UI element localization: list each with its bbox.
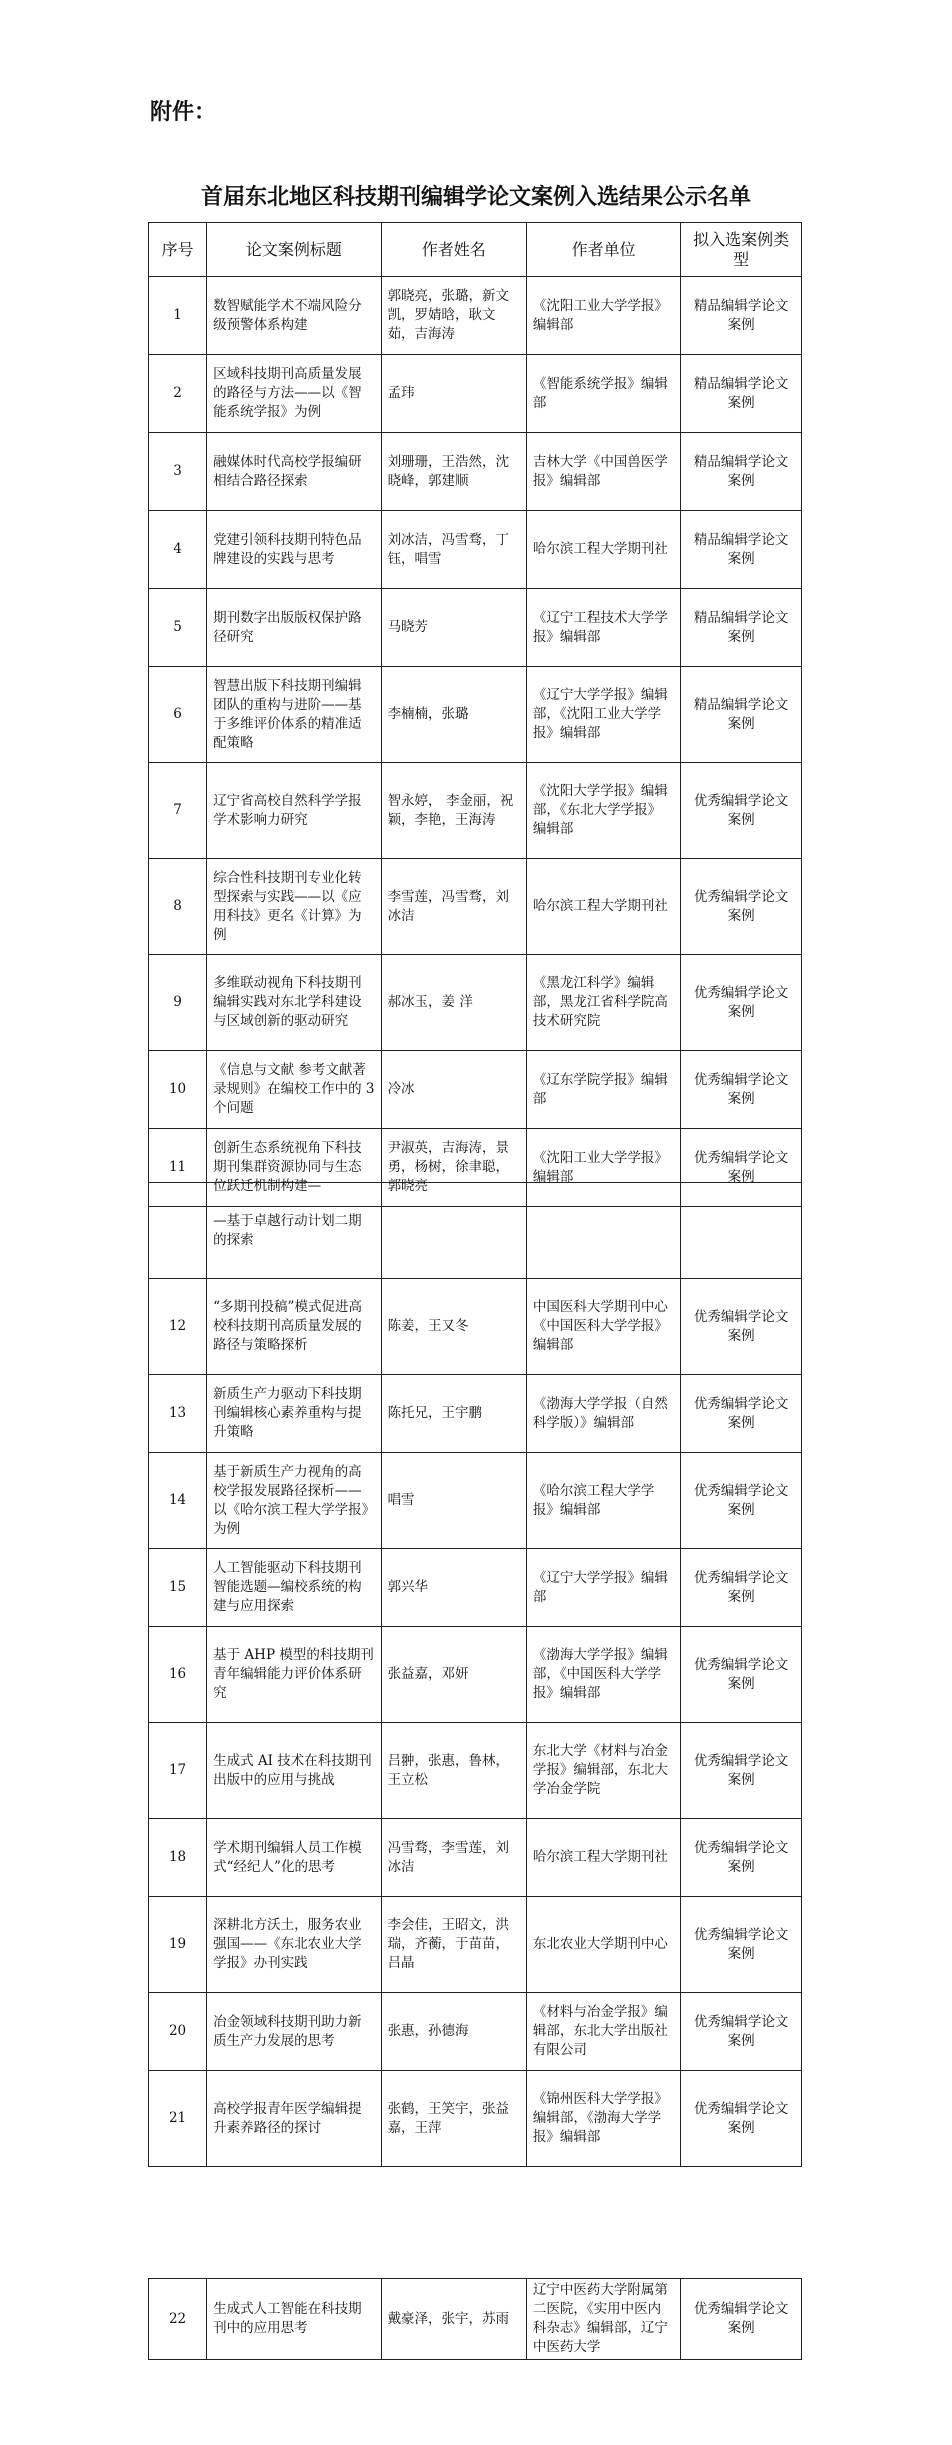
- row-title: 基于 AHP 模型的科技期刊青年编辑能力评价体系研究: [207, 1627, 381, 1723]
- row-authors: 吕翀，张惠，鲁林，王立松: [381, 1723, 526, 1819]
- row-authors: 李会佳，王昭文，洪瑞，齐蘅，于苗苗，吕晶: [381, 1897, 526, 1993]
- row-unit: 《智能系统学报》编辑部: [526, 355, 680, 433]
- table-row: [149, 1453, 802, 1549]
- row-type: 优秀编辑学论文案例: [681, 1453, 802, 1549]
- row-type: 优秀编辑学论文案例: [681, 1549, 802, 1627]
- row-title: 多维联动视角下科技期刊编辑实践对东北学科建设与区域创新的驱动研究: [207, 955, 381, 1051]
- row-type: 精品编辑学论文案例: [681, 589, 802, 667]
- row-no: 1: [149, 277, 207, 355]
- row-title: 辽宁省高校自然科学学报学术影响力研究: [207, 763, 381, 859]
- row-no: 10: [149, 1051, 207, 1129]
- header-type: 拟入选案例类型: [681, 223, 802, 277]
- header-no: 序号: [149, 223, 207, 277]
- row-authors: 刘珊珊，王浩然，沈晓峰，郭建顺: [381, 433, 526, 511]
- row-unit: [526, 1183, 680, 1279]
- row-authors: 刘冰洁，冯雪骛，丁钰，唱雪: [381, 511, 526, 589]
- row-type: 优秀编辑学论文案例: [681, 1627, 802, 1723]
- row-no: 18: [149, 1819, 207, 1897]
- row-unit: 《沈阳大学学报》编辑部，《东北大学学报》编辑部: [526, 763, 680, 859]
- row-type: 精品编辑学论文案例: [681, 433, 802, 511]
- row-unit: 哈尔滨工程大学期刊社: [526, 1819, 680, 1897]
- row-title: 冶金领域科技期刊助力新质生产力发展的思考: [207, 1993, 381, 2071]
- row-type: 优秀编辑学论文案例: [681, 859, 802, 955]
- row-type: 优秀编辑学论文案例: [681, 1819, 802, 1897]
- row-title: 数智赋能学术不端风险分级预警体系构建: [207, 277, 381, 355]
- row-no: 5: [149, 589, 207, 667]
- row-authors: 戴豪泽，张宇，苏雨: [381, 2279, 526, 2360]
- row-authors: 尹淑英，吉海涛，景勇，杨树，徐聿聪，郭晓亮: [381, 1129, 526, 1207]
- table-row: [149, 1375, 802, 1453]
- row-no: 4: [149, 511, 207, 589]
- row-no: 12: [149, 1279, 207, 1375]
- row-no: 13: [149, 1375, 207, 1453]
- row-authors: 陈姜，王又冬: [381, 1279, 526, 1375]
- table-row: [149, 667, 802, 763]
- row-authors: 张益嘉，邓妍: [381, 1627, 526, 1723]
- header-unit: 作者单位: [526, 223, 680, 277]
- row-unit: 东北农业大学期刊中心: [526, 1897, 680, 1993]
- row-no: 20: [149, 1993, 207, 2071]
- row-no: 15: [149, 1549, 207, 1627]
- row-authors: 冷冰: [381, 1051, 526, 1129]
- row-unit: 中国医科大学期刊中心《中国医科大学学报》编辑部: [526, 1279, 680, 1375]
- row-type: 精品编辑学论文案例: [681, 511, 802, 589]
- row-type: 优秀编辑学论文案例: [681, 2071, 802, 2167]
- row-title: 新质生产力驱动下科技期刊编辑核心素养重构与提升策略: [207, 1375, 381, 1453]
- row-authors: 李楠楠，张璐: [381, 667, 526, 763]
- row-unit: 《辽宁工程技术大学学报》编辑部: [526, 589, 680, 667]
- table-row: [149, 2071, 802, 2167]
- table-row: [149, 1897, 802, 1993]
- row-title: 智慧出版下科技期刊编辑团队的重构与进阶——基于多维评价体系的精准适配策略: [207, 667, 381, 763]
- row-title: 综合性科技期刊专业化转型探索与实践——以《应用科技》更名《计算》为例: [207, 859, 381, 955]
- row-authors: 孟玮: [381, 355, 526, 433]
- row-unit: 东北大学《材料与冶金学报》编辑部，东北大学冶金学院: [526, 1723, 680, 1819]
- row-unit: 《沈阳工业大学学报》编辑部: [526, 1129, 680, 1207]
- row-no: 19: [149, 1897, 207, 1993]
- page-title: 首届东北地区科技期刊编辑学论文案例入选结果公示名单: [200, 184, 751, 210]
- results-table-part-1: [148, 222, 802, 1207]
- table-header-row: [149, 223, 802, 277]
- row-authors: 郝冰玉，姜 洋: [381, 955, 526, 1051]
- row-title: 生成式人工智能在科技期刊中的应用思考: [207, 2279, 381, 2360]
- row-unit: 哈尔滨工程大学期刊社: [526, 859, 680, 955]
- row-no: 16: [149, 1627, 207, 1723]
- table-row: [149, 1549, 802, 1627]
- row-no: 17: [149, 1723, 207, 1819]
- row-type: 优秀编辑学论文案例: [681, 2279, 802, 2360]
- row-type: 优秀编辑学论文案例: [681, 1375, 802, 1453]
- row-authors: 李雪莲，冯雪骛，刘冰洁: [381, 859, 526, 955]
- row-type: 优秀编辑学论文案例: [681, 1897, 802, 1993]
- row-unit: 《哈尔滨工程大学学报》编辑部: [526, 1453, 680, 1549]
- row-authors: 马晓芳: [381, 589, 526, 667]
- row-title: 区域科技期刊高质量发展的路径与方法——以《智能系统学报》为例: [207, 355, 381, 433]
- results-table-part-2: [148, 1182, 802, 2167]
- row-authors: 郭兴华: [381, 1549, 526, 1627]
- table-row: [149, 955, 802, 1051]
- row-no: 6: [149, 667, 207, 763]
- row-unit: 《渤海大学学报》编辑部，《中国医科大学学报》编辑部: [526, 1627, 680, 1723]
- row-unit: 《材料与冶金学报》编辑部，东北大学出版社有限公司: [526, 1993, 680, 2071]
- row-no: 21: [149, 2071, 207, 2167]
- row-title: 《信息与文献 参考文献著录规则》在编校工作中的 3 个问题: [207, 1051, 381, 1129]
- table-row: [149, 1723, 802, 1819]
- results-table-part-3: [148, 2278, 802, 2360]
- row-title: 高校学报青年医学编辑提升素养路径的探讨: [207, 2071, 381, 2167]
- row-type: 精品编辑学论文案例: [681, 355, 802, 433]
- row-type: 精品编辑学论文案例: [681, 667, 802, 763]
- table-row: [149, 355, 802, 433]
- row-no: 22: [149, 2279, 207, 2360]
- row-no: 8: [149, 859, 207, 955]
- row-no: 3: [149, 433, 207, 511]
- row-unit: 辽宁中医药大学附属第二医院，《实用中医内科杂志》编辑部，辽宁中医药大学: [526, 2279, 680, 2360]
- row-unit: 《辽宁大学学报》编辑部，《沈阳工业大学学报》编辑部: [526, 667, 680, 763]
- row-no: [149, 1183, 207, 1279]
- table-row: [149, 277, 802, 355]
- row-unit: 《渤海大学学报（自然科学版）》编辑部: [526, 1375, 680, 1453]
- row-type: 优秀编辑学论文案例: [681, 1051, 802, 1129]
- table-row: [149, 1051, 802, 1129]
- table-row: [149, 511, 802, 589]
- row-authors: 冯雪骛，李雪莲，刘冰洁: [381, 1819, 526, 1897]
- table-row: [149, 1627, 802, 1723]
- row-unit: 吉林大学《中国兽医学报》编辑部: [526, 433, 680, 511]
- table-row: [149, 433, 802, 511]
- row-authors: 郭晓亮，张璐，新文凯，罗婧晗，耿文茹，吉海涛: [381, 277, 526, 355]
- row-type: 优秀编辑学论文案例: [681, 1279, 802, 1375]
- row-title: 党建引领科技期刊特色品牌建设的实践与思考: [207, 511, 381, 589]
- row-type: 优秀编辑学论文案例: [681, 1993, 802, 2071]
- header-authors: 作者姓名: [381, 223, 526, 277]
- row-authors: 陈托兄，王宇鹏: [381, 1375, 526, 1453]
- row-no: 2: [149, 355, 207, 433]
- row-title: —基于卓越行动计划二期的探索: [207, 1183, 381, 1279]
- table-row: [149, 1279, 802, 1375]
- row-title: 生成式 AI 技术在科技期刊出版中的应用与挑战: [207, 1723, 381, 1819]
- row-title: 基于新质生产力视角的高校学报发展路径探析——以《哈尔滨工程大学学报》为例: [207, 1453, 381, 1549]
- row-title: “多期刊投稿”模式促进高校科技期刊高质量发展的路径与策略探析: [207, 1279, 381, 1375]
- table-row: [149, 859, 802, 955]
- row-unit: 《辽东学院学报》编辑部: [526, 1051, 680, 1129]
- table-row: [149, 2279, 802, 2360]
- header-title: 论文案例标题: [207, 223, 381, 277]
- row-type: 精品编辑学论文案例: [681, 277, 802, 355]
- row-no: 11: [149, 1129, 207, 1207]
- row-type: 优秀编辑学论文案例: [681, 1723, 802, 1819]
- row-unit: 《辽宁大学学报》编辑部: [526, 1549, 680, 1627]
- row-no: 7: [149, 763, 207, 859]
- row-unit: 《沈阳工业大学学报》编辑部: [526, 277, 680, 355]
- row-title: 创新生态系统视角下科技期刊集群资源协同与生态位跃迁机制构建—: [207, 1129, 381, 1207]
- row-type: 优秀编辑学论文案例: [681, 763, 802, 859]
- table-row: [149, 1819, 802, 1897]
- row-authors: 唱雪: [381, 1453, 526, 1549]
- row-unit: 《锦州医科大学学报》编辑部，《渤海大学学报》编辑部: [526, 2071, 680, 2167]
- row-type: 优秀编辑学论文案例: [681, 955, 802, 1051]
- table-row: [149, 589, 802, 667]
- row-title: 深耕北方沃土，服务农业强国——《东北农业大学学报》办刊实践: [207, 1897, 381, 1993]
- row-authors: 张鹤，王笑宇，张益嘉，王萍: [381, 2071, 526, 2167]
- table-row: [149, 1993, 802, 2071]
- row-no: 9: [149, 955, 207, 1051]
- row-unit: 哈尔滨工程大学期刊社: [526, 511, 680, 589]
- row-type: [681, 1183, 802, 1279]
- row-authors: [381, 1183, 526, 1279]
- row-unit: 《黑龙江科学》编辑部，黑龙江省科学院高技术研究院: [526, 955, 680, 1051]
- row-title: 学术期刊编辑人员工作模式“经纪人”化的思考: [207, 1819, 381, 1897]
- row-title: 期刊数字出版版权保护路径研究: [207, 589, 381, 667]
- row-title: 人工智能驱动下科技期刊智能选题—编校系统的构建与应用探索: [207, 1549, 381, 1627]
- row-title: 融媒体时代高校学报编研相结合路径探索: [207, 433, 381, 511]
- row-authors: 智永婷， 李金丽，祝颖，李艳，王海涛: [381, 763, 526, 859]
- row-authors: 张惠，孙德海: [381, 1993, 526, 2071]
- attachment-label: 附件：: [150, 99, 217, 125]
- table-row: [149, 763, 802, 859]
- row-no: 14: [149, 1453, 207, 1549]
- table-row: [149, 1183, 802, 1279]
- row-type: 优秀编辑学论文案例: [681, 1129, 802, 1207]
